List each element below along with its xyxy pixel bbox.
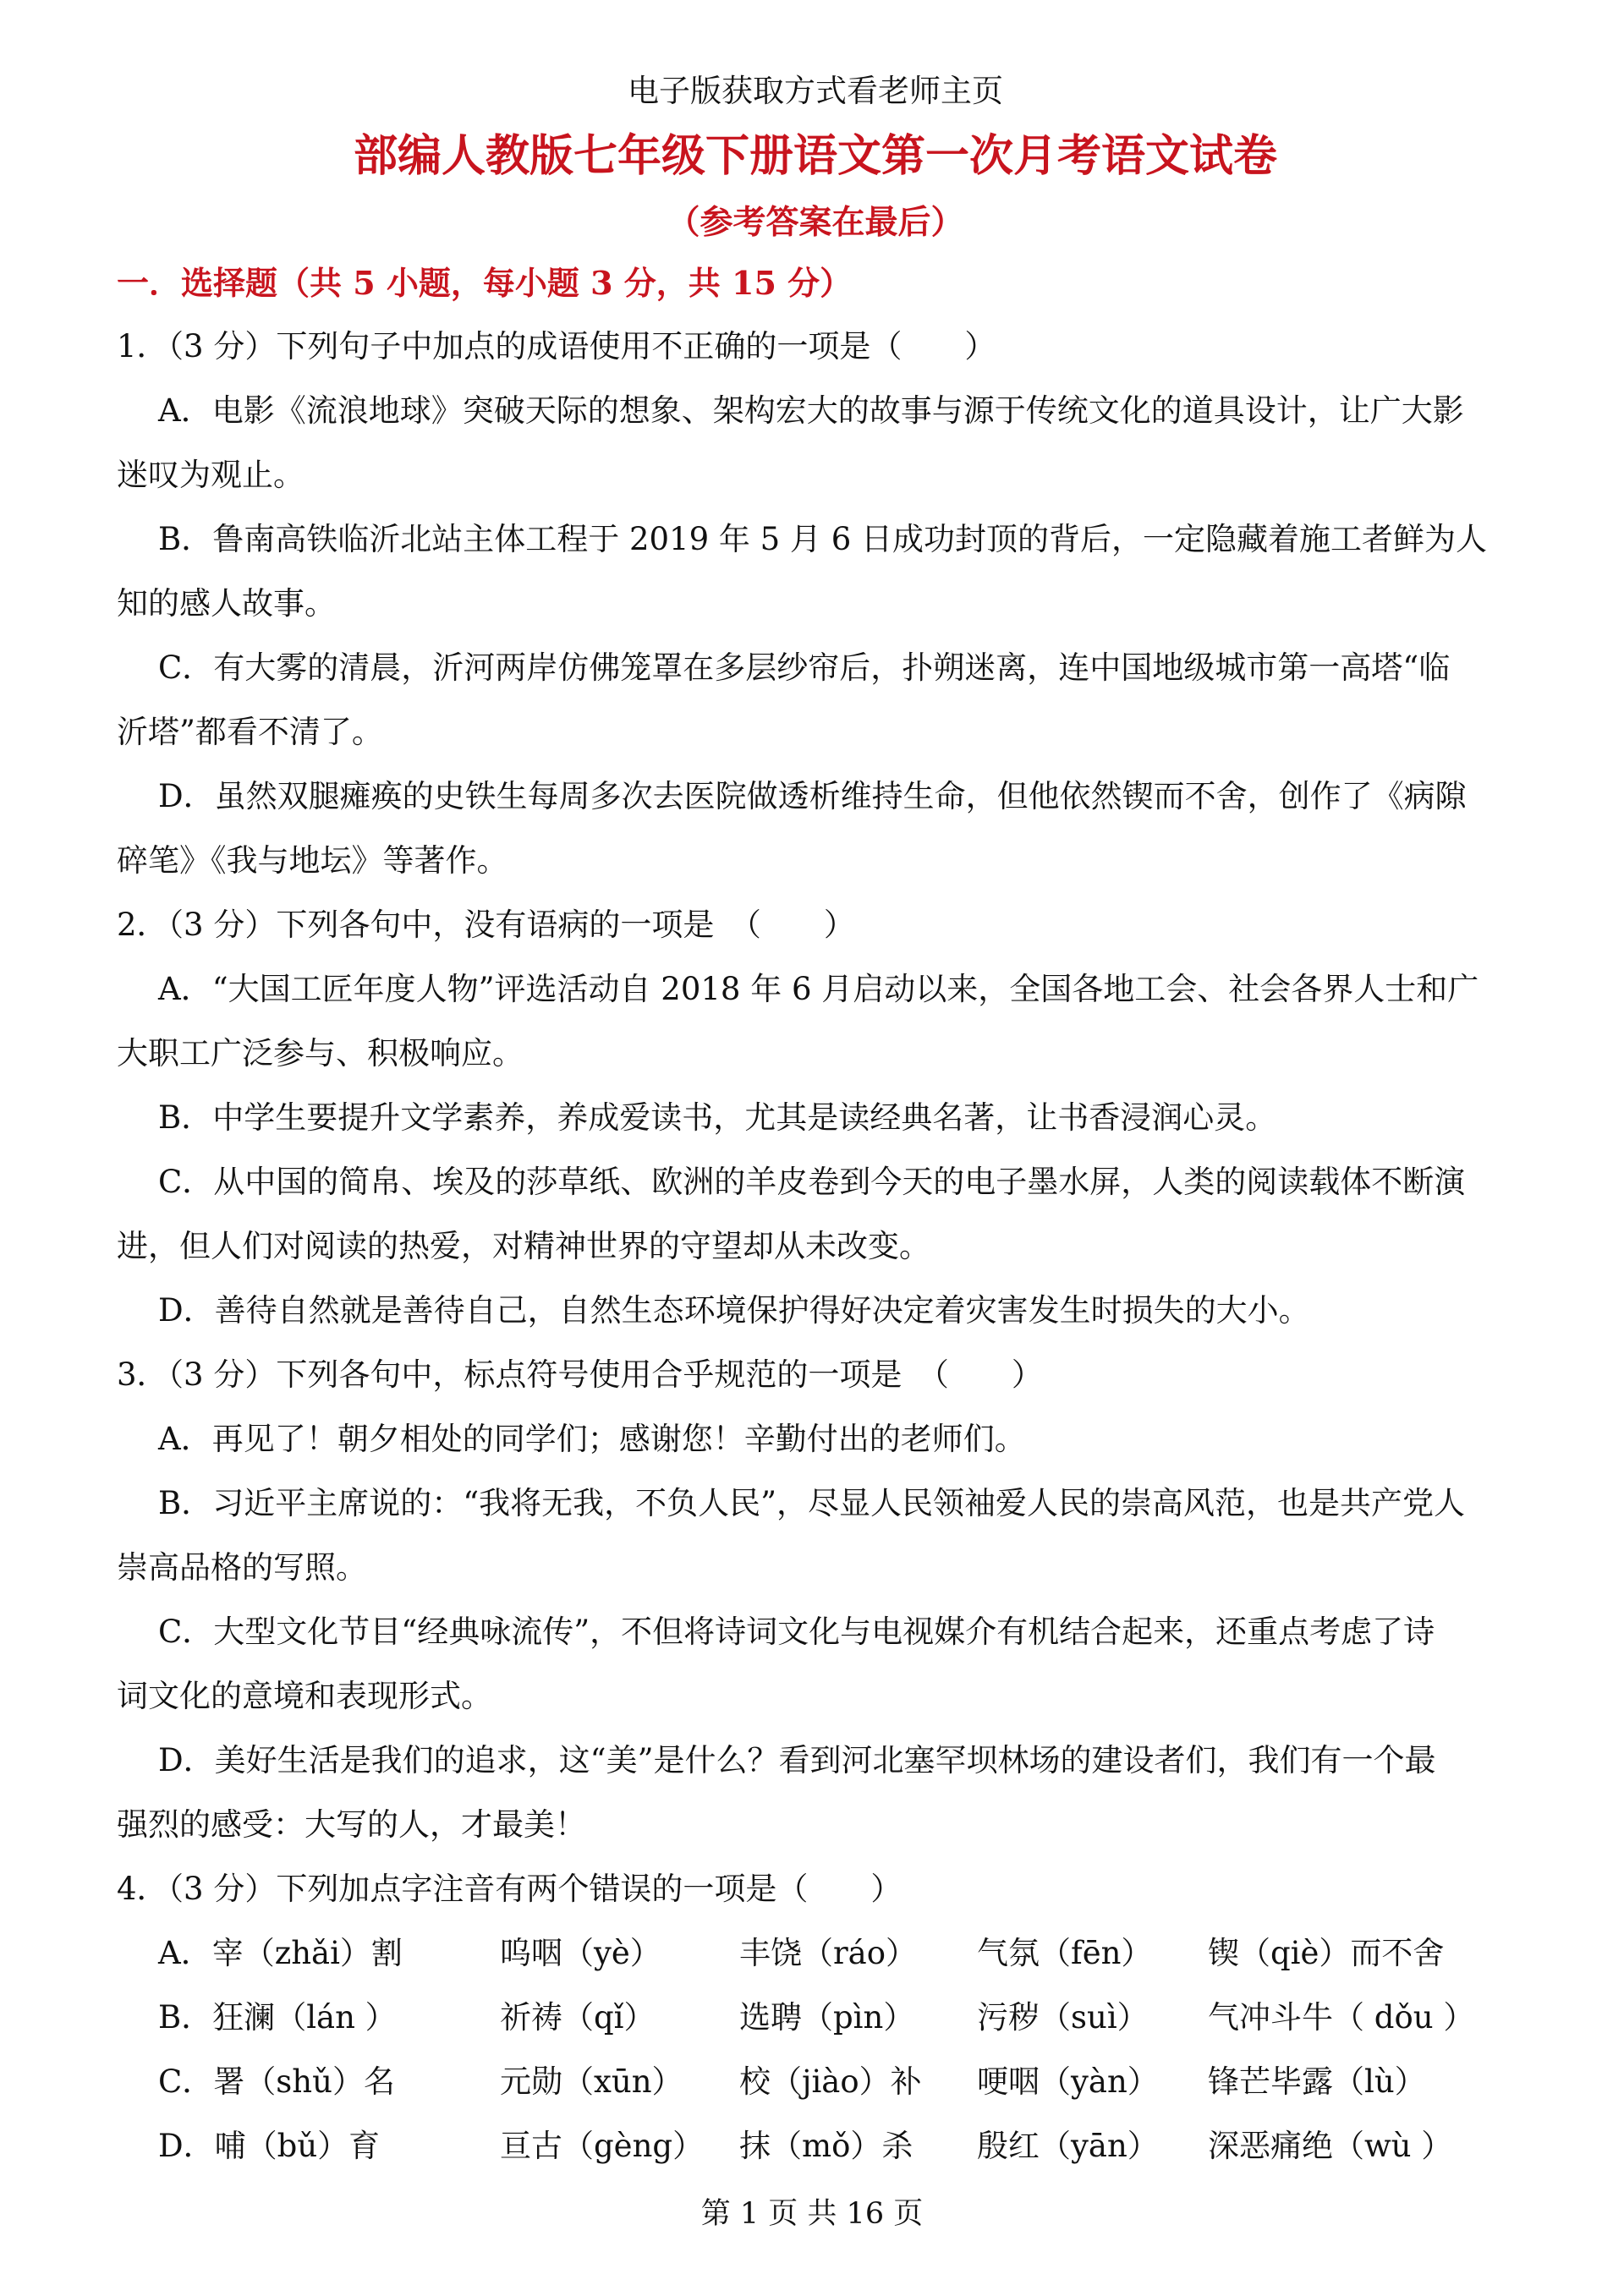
option-a-cont: 大职工广泛参与、积极响应。 xyxy=(117,1035,524,1071)
option-c-cont: 词文化的意境和表现形式。 xyxy=(117,1678,492,1714)
question-stem: 4．（3 分）下列加点字注音有两个错误的一项是（ ） xyxy=(117,1871,903,1907)
pinyin-item: C．署（shǔ）名 xyxy=(158,2063,395,2100)
option-c-cont: 沂塔”都看不清了。 xyxy=(117,714,383,750)
page-footer: 第 1 页 共 16 页 xyxy=(700,2197,924,2231)
exam-title: 部编人教版七年级下册语文第一次月考语文试卷 xyxy=(353,130,1277,182)
option-b: B．中学生要提升文学素养，养成爱读书，尤其是读经典名著，让书香浸润心灵。 xyxy=(158,1099,1277,1136)
option-c: C．从中国的简帛、埃及的莎草纸、欧洲的羊皮卷到今天的电子墨水屏，人类的阅读载体不断演 xyxy=(158,1164,1466,1200)
pinyin-item: B．狂澜（lán ） xyxy=(158,1999,397,2036)
pinyin-option-row xyxy=(117,1921,1514,1986)
question-4 xyxy=(117,1857,1514,2178)
pinyin-item: D．哺（bǔ）育 xyxy=(158,2128,381,2164)
pinyin-item: 深恶痛绝（wù ） xyxy=(1208,2128,1453,2164)
header-note: 电子版获取方式看老师主页 xyxy=(628,73,1003,109)
option-c-cont: 进，但人们对阅读的热爱，对精神世界的守望却从未改变。 xyxy=(117,1228,930,1264)
pinyin-item: 亘古（gèng） xyxy=(500,2128,705,2164)
option-a: A．再见了！朝夕相处的同学们；感谢您！辛勤付出的老师们。 xyxy=(158,1421,1026,1457)
option-d-cont: 强烈的感受：大写的人，才最美！ xyxy=(117,1806,586,1843)
option-b-cont: 知的感人故事。 xyxy=(117,585,336,622)
pinyin-item: 祈祷（qǐ） xyxy=(500,1999,656,2036)
pinyin-item: A．宰（zhǎi）割 xyxy=(158,1935,403,1971)
question-stem: 1．（3 分）下列句子中加点的成语使用不正确的一项是（ ） xyxy=(117,328,996,364)
exam-subtitle: （参考答案在最后） xyxy=(667,203,964,242)
pinyin-item: 呜咽（yè） xyxy=(500,1935,661,1971)
question-stem: 2．（3 分）下列各句中，没有语病的一项是 （ ） xyxy=(117,907,855,943)
option-b: B．习近平主席说的：“我将无我，不负人民”，尽显人民领袖爱人民的崇高风范，也是共产党人 xyxy=(158,1485,1466,1521)
pinyin-item: 锋芒毕露（lù） xyxy=(1208,2063,1426,2100)
pinyin-item: 污秽（suì） xyxy=(977,1999,1149,2036)
question-1 xyxy=(117,315,1514,893)
pinyin-item: 哽咽（yàn） xyxy=(977,2063,1159,2100)
question-3 xyxy=(117,1343,1514,1857)
option-c: C．大型文化节目“经典咏流传”，不但将诗词文化与电视媒介有机结合起来，还重点考虑了诗 xyxy=(158,1614,1435,1650)
option-d: D．美好生活是我们的追求，这“美”是什么？看到河北塞罕坝林场的建设者们，我们有一个最 xyxy=(158,1742,1436,1778)
option-a-cont: 迷叹为观止。 xyxy=(117,457,304,493)
pinyin-item: 选聘（pìn） xyxy=(739,1999,915,2036)
pinyin-item: 抹（mǒ）杀 xyxy=(739,2128,914,2164)
pinyin-item: 元勋（xūn） xyxy=(500,2063,683,2100)
option-c: C．有大雾的清晨，沂河两岸仿佛笼罩在多层纱帘后，扑朔迷离，连中国地级城市第一高塔“临 xyxy=(158,649,1451,686)
pinyin-item: 气氛（fēn） xyxy=(977,1935,1153,1971)
option-d: D．善待自然就是善待自己，自然生态环境保护得好决定着灾害发生时损失的大小。 xyxy=(158,1292,1310,1329)
option-d-cont: 碎笔》《我与地坛》等著作。 xyxy=(117,842,508,879)
option-b-cont: 崇高品格的写照。 xyxy=(117,1549,367,1586)
pinyin-item: 丰饶（ráo） xyxy=(739,1935,918,1971)
option-b: B．鲁南高铁临沂北站主体工程于 2019 年 5 月 6 日成功封顶的背后，一定隐藏着施工者鲜为人 xyxy=(158,521,1487,557)
option-a: A．电影《流浪地球》突破天际的想象、架构宏大的故事与源于传统文化的道具设计，让广大影 xyxy=(158,392,1464,429)
pinyin-option-row xyxy=(117,1986,1514,2050)
pinyin-item: 殷红（yān） xyxy=(977,2128,1159,2164)
option-a: A．“大国工匠年度人物”评选活动自 2018 年 6 月启动以来，全国各地工会、社会各界人士和广 xyxy=(158,971,1479,1007)
pinyin-option-row xyxy=(117,2114,1514,2178)
option-d: D．虽然双腿瘫痪的史铁生每周多次去医院做透析维持生命，但他依然锲而不舍，创作了《病隙 xyxy=(158,778,1467,814)
pinyin-option-row xyxy=(117,2050,1514,2114)
pinyin-item: 气冲斗牛（ dǒu ） xyxy=(1208,1999,1475,2036)
section-heading: 一．选择题（共 5 小题，每小题 3 分，共 15 分） xyxy=(117,264,853,302)
pinyin-item: 校（jiào）补 xyxy=(739,2063,922,2100)
question-stem: 3．（3 分）下列各句中，标点符号使用合乎规范的一项是 （ ） xyxy=(117,1356,1043,1393)
pinyin-item: 锲（qiè）而不舍 xyxy=(1208,1935,1445,1971)
question-2 xyxy=(117,893,1514,1343)
